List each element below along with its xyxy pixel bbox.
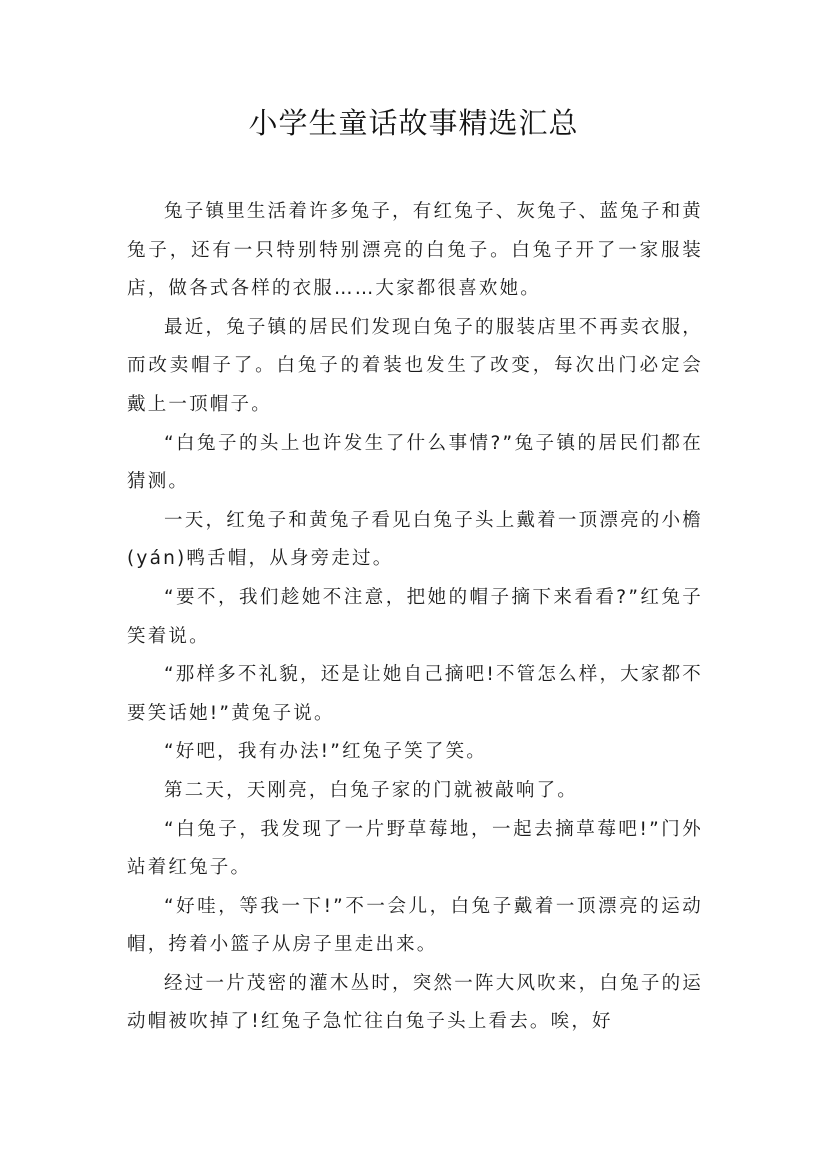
paragraph: 一天，红兔子和黄兔子看见白兔子头上戴着一顶漂亮的小檐(yán)鸭舌帽，从身旁走过。	[127, 509, 703, 570]
paragraph: “要不，我们趁她不注意，把她的帽子摘下来看看?”红兔子笑着说。	[127, 586, 703, 647]
paragraph: 兔子镇里生活着许多兔子，有红兔子、灰兔子、蓝兔子和黄兔子，还有一只特别特别漂亮的白兔子。白兔子开了一家服装店，做各式各样的衣服……大家都很喜欢她。	[127, 201, 703, 300]
document-body	[127, 193, 703, 1042]
paragraph: 最近，兔子镇的居民们发现白兔子的服装店里不再卖衣服，而改卖帽子了。白兔子的着装也发生了改变，每次出门必定会戴上一顶帽子。	[127, 316, 703, 415]
paragraph: “白兔子，我发现了一片野草莓地，一起去摘草莓吧!”门外站着红兔子。	[127, 818, 703, 879]
paragraph: “那样多不礼貌，还是让她自己摘吧!不管怎么样，大家都不要笑话她!”黄兔子说。	[127, 664, 703, 724]
paragraph: 第二天，天刚亮，白兔子家的门就被敲响了。	[164, 779, 579, 801]
paragraph: “好哇，等我一下!”不一会儿，白兔子戴着一顶漂亮的运动帽，挎着小篮子从房子里走出来。	[127, 895, 703, 956]
paragraph: “好吧，我有办法!”红兔子笑了笑。	[164, 741, 487, 763]
document-title: 小学生童话故事精选汇总	[248, 106, 579, 140]
paragraph: 经过一片茂密的灌木丛时，突然一阵大风吹来，白兔子的运动帽被吹掉了!红兔子急忙往白兔子头上看去。唉，好	[127, 972, 703, 1033]
paragraph: “白兔子的头上也许发生了什么事情?”兔子镇的居民们都在猜测。	[127, 432, 703, 493]
